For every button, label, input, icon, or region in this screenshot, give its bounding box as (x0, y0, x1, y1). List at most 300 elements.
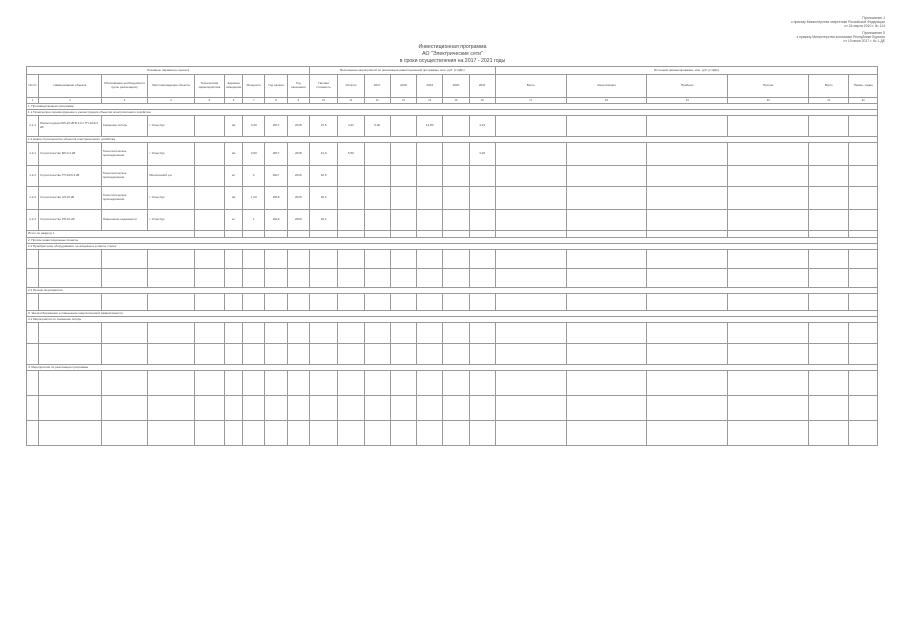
cell-empty (194, 250, 224, 269)
column-header: Прибыль (647, 75, 728, 98)
cell-empty (27, 421, 39, 446)
cell-empty (809, 344, 849, 365)
column-header: Единица измерения (225, 75, 243, 98)
cell-empty (809, 396, 849, 421)
column-number: 14 (417, 98, 443, 104)
column-number: 12 (364, 98, 390, 104)
cell-unit: км (225, 143, 243, 166)
header-group-execution: Выполнение мероприятий по реализации инвестиционной программы, млн. руб. (с НДС) (309, 67, 495, 75)
cell-empty (417, 421, 443, 446)
cell-empty (495, 396, 566, 421)
cell-empty (469, 396, 495, 421)
cell-value (566, 116, 647, 137)
cell-value (809, 210, 849, 231)
cell-empty (39, 250, 102, 269)
cell-empty (495, 344, 566, 365)
cell-empty (390, 371, 416, 396)
cell-value: 3,20 (469, 143, 495, 166)
cell-empty (728, 323, 809, 344)
total-value (495, 231, 566, 238)
cell-empty (647, 421, 728, 446)
document-title: Инвестиционная программа (418, 44, 487, 50)
cell-blank (194, 187, 224, 210)
cell-y1: 2019 (265, 210, 287, 231)
cell-empty (265, 371, 287, 396)
cell-empty (225, 421, 243, 446)
cell-empty (309, 396, 337, 421)
cell-value (647, 143, 728, 166)
cell-empty (566, 323, 647, 344)
cell-blank (194, 143, 224, 166)
cell-loc: г. Улан-Удэ (148, 187, 194, 210)
cell-empty (309, 294, 337, 311)
total-value (309, 231, 337, 238)
cell-value (728, 143, 809, 166)
cell-y1: 2017 (265, 116, 287, 137)
section-title: 2.2 Прочие мероприятия (27, 288, 878, 294)
cell-empty (338, 421, 364, 446)
cell-value (443, 166, 469, 187)
cell-value (566, 166, 647, 187)
cell-empty (417, 344, 443, 365)
header-group-parameters: Основные параметры проекта (27, 67, 310, 75)
cell-value (443, 187, 469, 210)
cell-empty (287, 371, 309, 396)
cell-empty (443, 371, 469, 396)
cell-empty (469, 421, 495, 446)
cell-cap: 1,20 (243, 187, 265, 210)
total-value (338, 231, 364, 238)
cell-empty (390, 294, 416, 311)
appendix-line: к приказу Министерства экономики Республики Бурятия (796, 34, 885, 39)
cell-empty (148, 344, 194, 365)
cell-empty (287, 250, 309, 269)
cell-empty (148, 421, 194, 446)
cell-empty (849, 396, 878, 421)
cell-value: 22,5 (309, 166, 337, 187)
table-row (27, 269, 878, 288)
column-number: 19 (647, 98, 728, 104)
cell-empty (390, 421, 416, 446)
cell-empty (148, 250, 194, 269)
table-row (27, 396, 878, 421)
cell-empty (647, 344, 728, 365)
cell-empty (469, 269, 495, 288)
column-header: Год начала (265, 75, 287, 98)
column-number: 3 (101, 98, 147, 104)
cell-empty (101, 323, 147, 344)
cell-value (469, 187, 495, 210)
total-value (647, 231, 728, 238)
cell-why: Повышение надежности (101, 210, 147, 231)
cell-empty (728, 396, 809, 421)
cell-value (417, 143, 443, 166)
cell-y2: 2018 (287, 143, 309, 166)
cell-empty (101, 344, 147, 365)
cell-empty (443, 250, 469, 269)
section-title: 1. Производственная программа (27, 104, 878, 110)
total-value (390, 231, 416, 238)
column-number: 9 (287, 98, 309, 104)
cell-empty (495, 421, 566, 446)
appendix-line: Приложение 1 (862, 16, 885, 20)
cell-why: Технологическое присоединение (101, 166, 147, 187)
cell-value (495, 116, 566, 137)
cell-value (647, 187, 728, 210)
cell-value (443, 116, 469, 137)
column-number: 11 (338, 98, 364, 104)
table-row (27, 344, 878, 365)
cell-empty (728, 269, 809, 288)
column-header: Прочие (728, 75, 809, 98)
cell-value (849, 210, 878, 231)
cell-n: 1.2.2 (27, 166, 39, 187)
cell-empty (148, 294, 194, 311)
cell-empty (469, 371, 495, 396)
cell-empty (495, 323, 566, 344)
cell-value: 0,00 (364, 116, 390, 137)
column-number: 8 (265, 98, 287, 104)
cell-value: 5,50 (338, 143, 364, 166)
column-number: 20 (728, 98, 809, 104)
cell-value: 4,21 (338, 116, 364, 137)
investment-table (26, 66, 878, 446)
cell-empty (101, 269, 147, 288)
cell-empty (194, 371, 224, 396)
cell-value (443, 210, 469, 231)
cell-cap: 3,50 (243, 143, 265, 166)
cell-value: 40,1 (309, 210, 337, 231)
cell-empty (309, 323, 337, 344)
cell-empty (417, 294, 443, 311)
cell-empty (443, 294, 469, 311)
cell-value (364, 187, 390, 210)
cell-empty (390, 269, 416, 288)
cell-empty (647, 250, 728, 269)
table-row (27, 250, 878, 269)
cell-empty (27, 250, 39, 269)
column-header: Всего (495, 75, 566, 98)
cell-empty (101, 294, 147, 311)
section-title: 1.2 Новое строительство объектов электросетевого хозяйства (27, 137, 878, 143)
cell-empty (265, 294, 287, 311)
cell-empty (443, 323, 469, 344)
cell-value (728, 210, 809, 231)
column-number: 17 (495, 98, 566, 104)
cell-value (443, 143, 469, 166)
cell-name: Строительство КЛ-10 кВ (39, 187, 102, 210)
cell-empty (495, 294, 566, 311)
cell-empty (243, 371, 265, 396)
cell-empty (287, 421, 309, 446)
cell-empty (417, 269, 443, 288)
cell-empty (27, 323, 39, 344)
cell-empty (728, 250, 809, 269)
cell-empty (364, 344, 390, 365)
column-header: Всего (809, 75, 849, 98)
cell-unit: шт (225, 166, 243, 187)
cell-empty (27, 396, 39, 421)
cell-empty (225, 294, 243, 311)
cell-value (849, 166, 878, 187)
cell-empty (243, 323, 265, 344)
appendix-note (791, 16, 885, 43)
cell-empty (265, 421, 287, 446)
column-header: Полная стоимость (309, 75, 337, 98)
cell-empty (566, 344, 647, 365)
cell-empty (647, 323, 728, 344)
cell-empty (849, 371, 878, 396)
total-value (469, 231, 495, 238)
column-header: 2019 (417, 75, 443, 98)
section-title: 2. Прочие инвестиционные проекты (27, 238, 878, 244)
column-number: 5 (194, 98, 224, 104)
cell-empty (566, 421, 647, 446)
cell-empty (364, 269, 390, 288)
appendix-line: от 19 июля 2017 г. № 1-ДЕ (843, 39, 885, 44)
total-value (417, 231, 443, 238)
cell-empty (194, 294, 224, 311)
cell-empty (309, 344, 337, 365)
cell-value (566, 143, 647, 166)
cell-empty (27, 269, 39, 288)
cell-value (469, 210, 495, 231)
cell-empty (39, 371, 102, 396)
cell-value (728, 187, 809, 210)
cell-name: Строительство ТП-10/0,4 кВ (39, 166, 102, 187)
cell-empty (265, 323, 287, 344)
cell-empty (39, 421, 102, 446)
cell-empty (469, 250, 495, 269)
cell-empty (849, 421, 878, 446)
cell-value (809, 187, 849, 210)
column-number: 21 (809, 98, 849, 104)
cell-value (338, 210, 364, 231)
cell-empty (194, 421, 224, 446)
cell-cap: 2 (243, 166, 265, 187)
cell-blank (194, 166, 224, 187)
cell-empty (495, 250, 566, 269)
cell-value (390, 187, 416, 210)
cell-empty (469, 344, 495, 365)
cell-empty (287, 344, 309, 365)
cell-value (417, 187, 443, 210)
total-value (849, 231, 878, 238)
cell-y2: 2020 (287, 210, 309, 231)
cell-empty (390, 323, 416, 344)
cell-value (566, 187, 647, 210)
cell-value (728, 166, 809, 187)
cell-n: 1.2.4 (27, 210, 39, 231)
cell-empty (566, 294, 647, 311)
cell-empty (194, 269, 224, 288)
cell-value (566, 210, 647, 231)
cell-loc: г. Улан-Удэ (148, 210, 194, 231)
cell-why: Технологическое присоединение (101, 187, 147, 210)
cell-empty (338, 371, 364, 396)
cell-why: Технологическое присоединение (101, 143, 147, 166)
cell-unit: км (225, 116, 243, 137)
cell-value (495, 187, 566, 210)
section-title: 1.1 Техническое перевооружение и реконструкция объектов электросетевого хозяйства (27, 110, 878, 116)
cell-value (849, 116, 878, 137)
cell-empty (417, 323, 443, 344)
cell-empty (417, 250, 443, 269)
cell-blank (194, 116, 224, 137)
column-header: 2021 (469, 75, 495, 98)
cell-empty (101, 371, 147, 396)
cell-empty (849, 269, 878, 288)
table-row (27, 166, 878, 187)
document-period: в сроки осуществления на 2017 - 2021 годы (399, 58, 506, 64)
total-value (225, 231, 243, 238)
cell-empty (338, 269, 364, 288)
table-row (27, 323, 878, 344)
cell-empty (194, 344, 224, 365)
table-row (27, 371, 878, 396)
cell-empty (849, 323, 878, 344)
cell-blank (194, 210, 224, 231)
cell-y2: 2019 (287, 166, 309, 187)
cell-empty (443, 344, 469, 365)
total-value (287, 231, 309, 238)
total-value (265, 231, 287, 238)
total-value (194, 231, 224, 238)
cell-n: 1.2.1 (27, 143, 39, 166)
cell-empty (566, 269, 647, 288)
cell-value (728, 116, 809, 137)
appendix-line: Приложение 5 (862, 30, 885, 35)
cell-empty (809, 323, 849, 344)
column-number: 18 (566, 98, 647, 104)
cell-value (849, 143, 878, 166)
cell-value (647, 116, 728, 137)
cell-empty (27, 294, 39, 311)
total-value (566, 231, 647, 238)
cell-value (469, 166, 495, 187)
cell-empty (390, 250, 416, 269)
column-number: 1 (27, 98, 39, 104)
cell-y1: 2017 (265, 166, 287, 187)
total-label: Итого по разделу 1 (27, 231, 195, 238)
total-value (243, 231, 265, 238)
table-row (27, 294, 878, 311)
cell-value (495, 143, 566, 166)
cell-value: 18,2 (309, 187, 337, 210)
cell-empty (647, 294, 728, 311)
cell-value (809, 143, 849, 166)
document-subtitle: АО "Электрические сети" (422, 51, 483, 57)
cell-empty (495, 269, 566, 288)
cell-empty (243, 250, 265, 269)
cell-empty (39, 344, 102, 365)
cell-empty (287, 269, 309, 288)
cell-empty (443, 421, 469, 446)
cell-empty (225, 269, 243, 288)
cell-empty (243, 421, 265, 446)
cell-empty (469, 323, 495, 344)
cell-empty (148, 371, 194, 396)
cell-empty (443, 396, 469, 421)
cell-value (338, 166, 364, 187)
cell-value (495, 166, 566, 187)
cell-empty (728, 421, 809, 446)
cell-empty (243, 344, 265, 365)
total-value (809, 231, 849, 238)
cell-empty (27, 371, 39, 396)
cell-empty (39, 323, 102, 344)
cell-value (364, 210, 390, 231)
cell-n: 1.2.3 (27, 187, 39, 210)
cell-empty (265, 344, 287, 365)
cell-empty (809, 421, 849, 446)
total-value (728, 231, 809, 238)
cell-loc: г. Улан-Удэ (148, 116, 194, 137)
cell-value (849, 187, 878, 210)
column-header: Местонахождение объекта (148, 75, 194, 98)
cell-empty (417, 371, 443, 396)
column-header: Приме- чание (849, 75, 878, 98)
cell-empty (39, 294, 102, 311)
cell-name: Реконструкция ВЛ-10 кВ Ф-10 и ТП-10/0,4 кВ (39, 116, 102, 137)
cell-empty (101, 250, 147, 269)
cell-empty (364, 396, 390, 421)
cell-value: 14,0 (309, 143, 337, 166)
cell-empty (390, 344, 416, 365)
cell-empty (309, 371, 337, 396)
cell-empty (338, 344, 364, 365)
column-number: 10 (309, 98, 337, 104)
cell-loc: г. Улан-Удэ (148, 143, 194, 166)
cell-value (390, 210, 416, 231)
column-header: Амортизация (566, 75, 647, 98)
cell-value (647, 210, 728, 231)
cell-value: 4,21 (469, 116, 495, 137)
cell-name: Строительство РП-10 кВ (39, 210, 102, 231)
cell-n: 1.1.1 (27, 116, 39, 137)
cell-empty (849, 294, 878, 311)
column-number: 7 (243, 98, 265, 104)
cell-empty (287, 294, 309, 311)
cell-value (364, 143, 390, 166)
cell-empty (809, 294, 849, 311)
cell-value (364, 166, 390, 187)
cell-empty (495, 371, 566, 396)
column-number: 4 (148, 98, 194, 104)
cell-empty (265, 396, 287, 421)
cell-empty (338, 294, 364, 311)
cell-empty (39, 396, 102, 421)
appendix-line: от 24 марта 2010 г. № 114 (844, 24, 885, 29)
cell-empty (225, 371, 243, 396)
section-title: 4. Мероприятия по реализации программы (27, 365, 878, 371)
cell-empty (728, 371, 809, 396)
cell-empty (194, 323, 224, 344)
cell-empty (225, 344, 243, 365)
column-header: Год окончания (287, 75, 309, 98)
table-row (27, 143, 878, 166)
cell-empty (225, 250, 243, 269)
appendix-line: к приказу Министерства энергетики Российской Федерации (791, 20, 885, 25)
cell-value (647, 166, 728, 187)
cell-empty (148, 396, 194, 421)
cell-empty (287, 323, 309, 344)
total-value (364, 231, 390, 238)
cell-value: 27,5 (309, 116, 337, 137)
cell-cap: 4,20 (243, 116, 265, 137)
cell-value (417, 166, 443, 187)
cell-value: 12,80 (417, 116, 443, 137)
